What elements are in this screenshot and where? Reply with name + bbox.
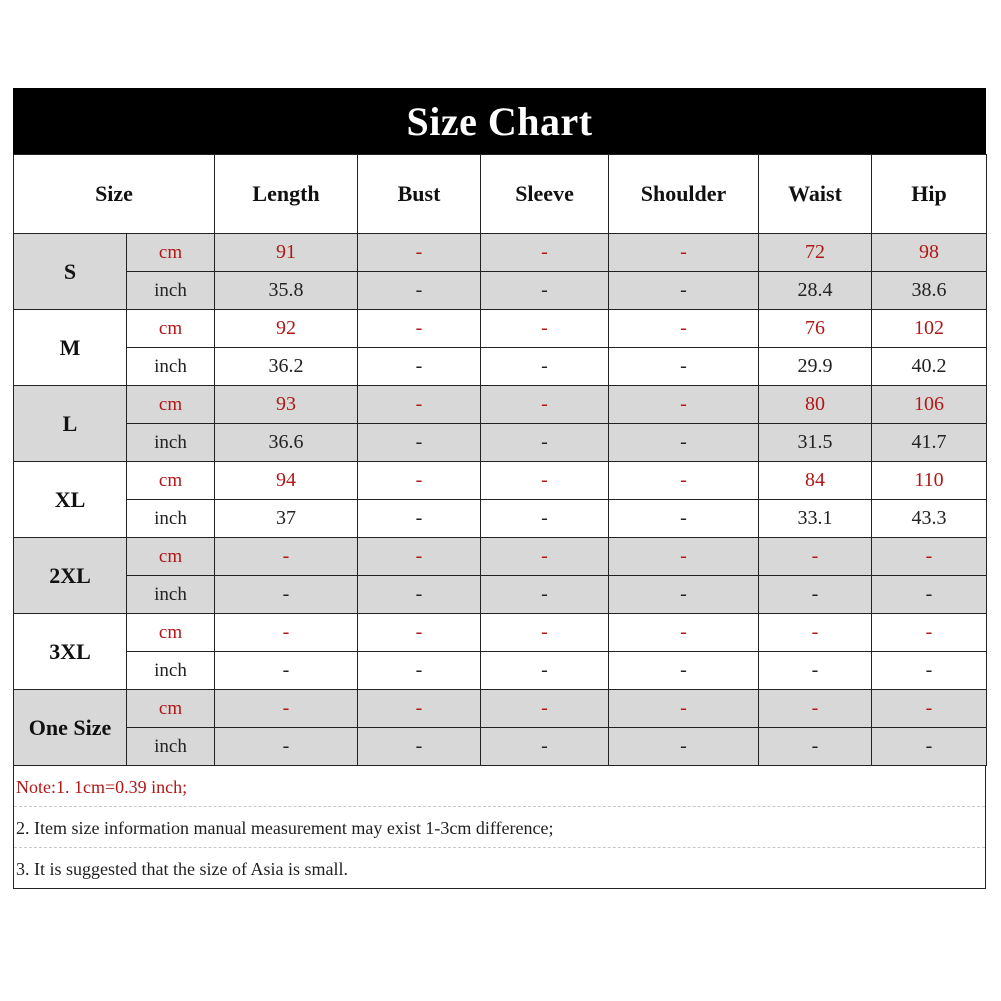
table-cell: -	[609, 614, 759, 652]
table-cell: -	[358, 386, 481, 424]
table-cell: -	[872, 690, 987, 728]
table-cell: -	[609, 652, 759, 690]
table-cell: -	[481, 500, 609, 538]
unit-label-inch: inch	[127, 500, 215, 538]
note-3: 3. It is suggested that the size of Asia is small.	[16, 859, 348, 879]
table-cell: -	[481, 614, 609, 652]
size-label: L	[14, 386, 127, 462]
unit-label-inch: inch	[127, 272, 215, 310]
unit-label-cm: cm	[127, 310, 215, 348]
unit-label-inch: inch	[127, 348, 215, 386]
table-row	[14, 310, 987, 348]
header-length: Length	[215, 155, 358, 234]
table-cell: -	[481, 348, 609, 386]
table-cell: 72	[759, 234, 872, 272]
table-cell: -	[872, 576, 987, 614]
unit-label-cm: cm	[127, 690, 215, 728]
note-1: Note:1. 1cm=0.39 inch;	[14, 766, 985, 807]
table-row	[14, 348, 987, 386]
table-cell: -	[609, 348, 759, 386]
size-label: One Size	[14, 690, 127, 766]
table-row	[14, 234, 987, 272]
table-cell: -	[872, 538, 987, 576]
table-cell: -	[481, 728, 609, 766]
table-cell: -	[759, 728, 872, 766]
table-cell: 33.1	[759, 500, 872, 538]
table-cell: -	[481, 386, 609, 424]
table-cell: 76	[759, 310, 872, 348]
size-chart	[13, 88, 986, 889]
table-cell: -	[215, 690, 358, 728]
table-cell: 36.2	[215, 348, 358, 386]
size-label: XL	[14, 462, 127, 538]
size-table	[13, 154, 987, 766]
table-cell: 84	[759, 462, 872, 500]
table-cell: -	[609, 310, 759, 348]
notes-section	[13, 766, 986, 889]
header-waist: Waist	[759, 155, 872, 234]
header-row	[14, 155, 987, 234]
table-cell: 29.9	[759, 348, 872, 386]
unit-label-cm: cm	[127, 538, 215, 576]
table-cell: 40.2	[872, 348, 987, 386]
table-row	[14, 728, 987, 766]
table-cell: -	[481, 424, 609, 462]
table-cell: -	[481, 234, 609, 272]
header-hip: Hip	[872, 155, 987, 234]
header-shoulder: Shoulder	[609, 155, 759, 234]
table-cell: 37	[215, 500, 358, 538]
table-cell: -	[358, 728, 481, 766]
table-row	[14, 652, 987, 690]
table-cell: -	[358, 348, 481, 386]
table-cell: -	[358, 462, 481, 500]
table-cell: 93	[215, 386, 358, 424]
unit-label-cm: cm	[127, 462, 215, 500]
note-2: 2. Item size information manual measurement may exist 1-3cm difference;	[14, 807, 985, 848]
table-cell: -	[481, 652, 609, 690]
table-cell: -	[481, 538, 609, 576]
table-cell: -	[759, 576, 872, 614]
table-cell: -	[215, 728, 358, 766]
table-cell: 80	[759, 386, 872, 424]
chart-title: Size Chart	[13, 88, 986, 154]
table-cell: -	[358, 652, 481, 690]
table-cell: 98	[872, 234, 987, 272]
table-cell: -	[872, 614, 987, 652]
table-cell: -	[358, 424, 481, 462]
unit-label-inch: inch	[127, 424, 215, 462]
table-cell: -	[609, 576, 759, 614]
table-cell: -	[215, 538, 358, 576]
table-row	[14, 386, 987, 424]
table-cell: -	[872, 728, 987, 766]
unit-label-cm: cm	[127, 614, 215, 652]
table-cell: -	[358, 576, 481, 614]
table-cell: -	[481, 690, 609, 728]
table-cell: 102	[872, 310, 987, 348]
table-row	[14, 424, 987, 462]
table-row	[14, 500, 987, 538]
header-bust: Bust	[358, 155, 481, 234]
table-cell: -	[609, 690, 759, 728]
table-row	[14, 272, 987, 310]
size-label: M	[14, 310, 127, 386]
table-cell: 94	[215, 462, 358, 500]
table-cell: -	[358, 272, 481, 310]
table-row	[14, 614, 987, 652]
table-cell: -	[215, 576, 358, 614]
table-cell: 92	[215, 310, 358, 348]
table-cell: -	[609, 462, 759, 500]
table-cell: -	[215, 614, 358, 652]
table-cell: 41.7	[872, 424, 987, 462]
table-cell: -	[759, 614, 872, 652]
table-cell: -	[358, 538, 481, 576]
table-cell: 36.6	[215, 424, 358, 462]
table-cell: -	[358, 234, 481, 272]
table-cell: -	[759, 690, 872, 728]
table-cell: 38.6	[872, 272, 987, 310]
table-cell: 31.5	[759, 424, 872, 462]
table-cell: -	[872, 652, 987, 690]
table-cell: -	[358, 500, 481, 538]
table-cell: -	[481, 272, 609, 310]
table-cell: -	[759, 538, 872, 576]
table-row	[14, 462, 987, 500]
unit-label-inch: inch	[127, 576, 215, 614]
table-cell: -	[609, 272, 759, 310]
table-cell: -	[481, 462, 609, 500]
unit-label-inch: inch	[127, 652, 215, 690]
unit-label-cm: cm	[127, 234, 215, 272]
table-cell: -	[609, 500, 759, 538]
table-cell: 35.8	[215, 272, 358, 310]
size-table-body	[14, 234, 987, 766]
table-cell: -	[609, 234, 759, 272]
table-cell: 110	[872, 462, 987, 500]
size-label: 3XL	[14, 614, 127, 690]
header-size: Size	[14, 155, 215, 234]
table-cell: 106	[872, 386, 987, 424]
table-cell: 43.3	[872, 500, 987, 538]
table-cell: 91	[215, 234, 358, 272]
size-label: 2XL	[14, 538, 127, 614]
table-cell: -	[358, 310, 481, 348]
table-cell: -	[215, 652, 358, 690]
header-sleeve: Sleeve	[481, 155, 609, 234]
table-cell: -	[759, 652, 872, 690]
table-row	[14, 576, 987, 614]
table-cell: -	[609, 538, 759, 576]
table-cell: -	[609, 424, 759, 462]
table-row	[14, 690, 987, 728]
table-cell: 28.4	[759, 272, 872, 310]
table-cell: -	[358, 690, 481, 728]
table-cell: -	[481, 576, 609, 614]
size-label: S	[14, 234, 127, 310]
table-cell: -	[609, 728, 759, 766]
table-cell: -	[609, 386, 759, 424]
table-cell: -	[481, 310, 609, 348]
table-row	[14, 538, 987, 576]
unit-label-cm: cm	[127, 386, 215, 424]
table-cell: -	[358, 614, 481, 652]
unit-label-inch: inch	[127, 728, 215, 766]
